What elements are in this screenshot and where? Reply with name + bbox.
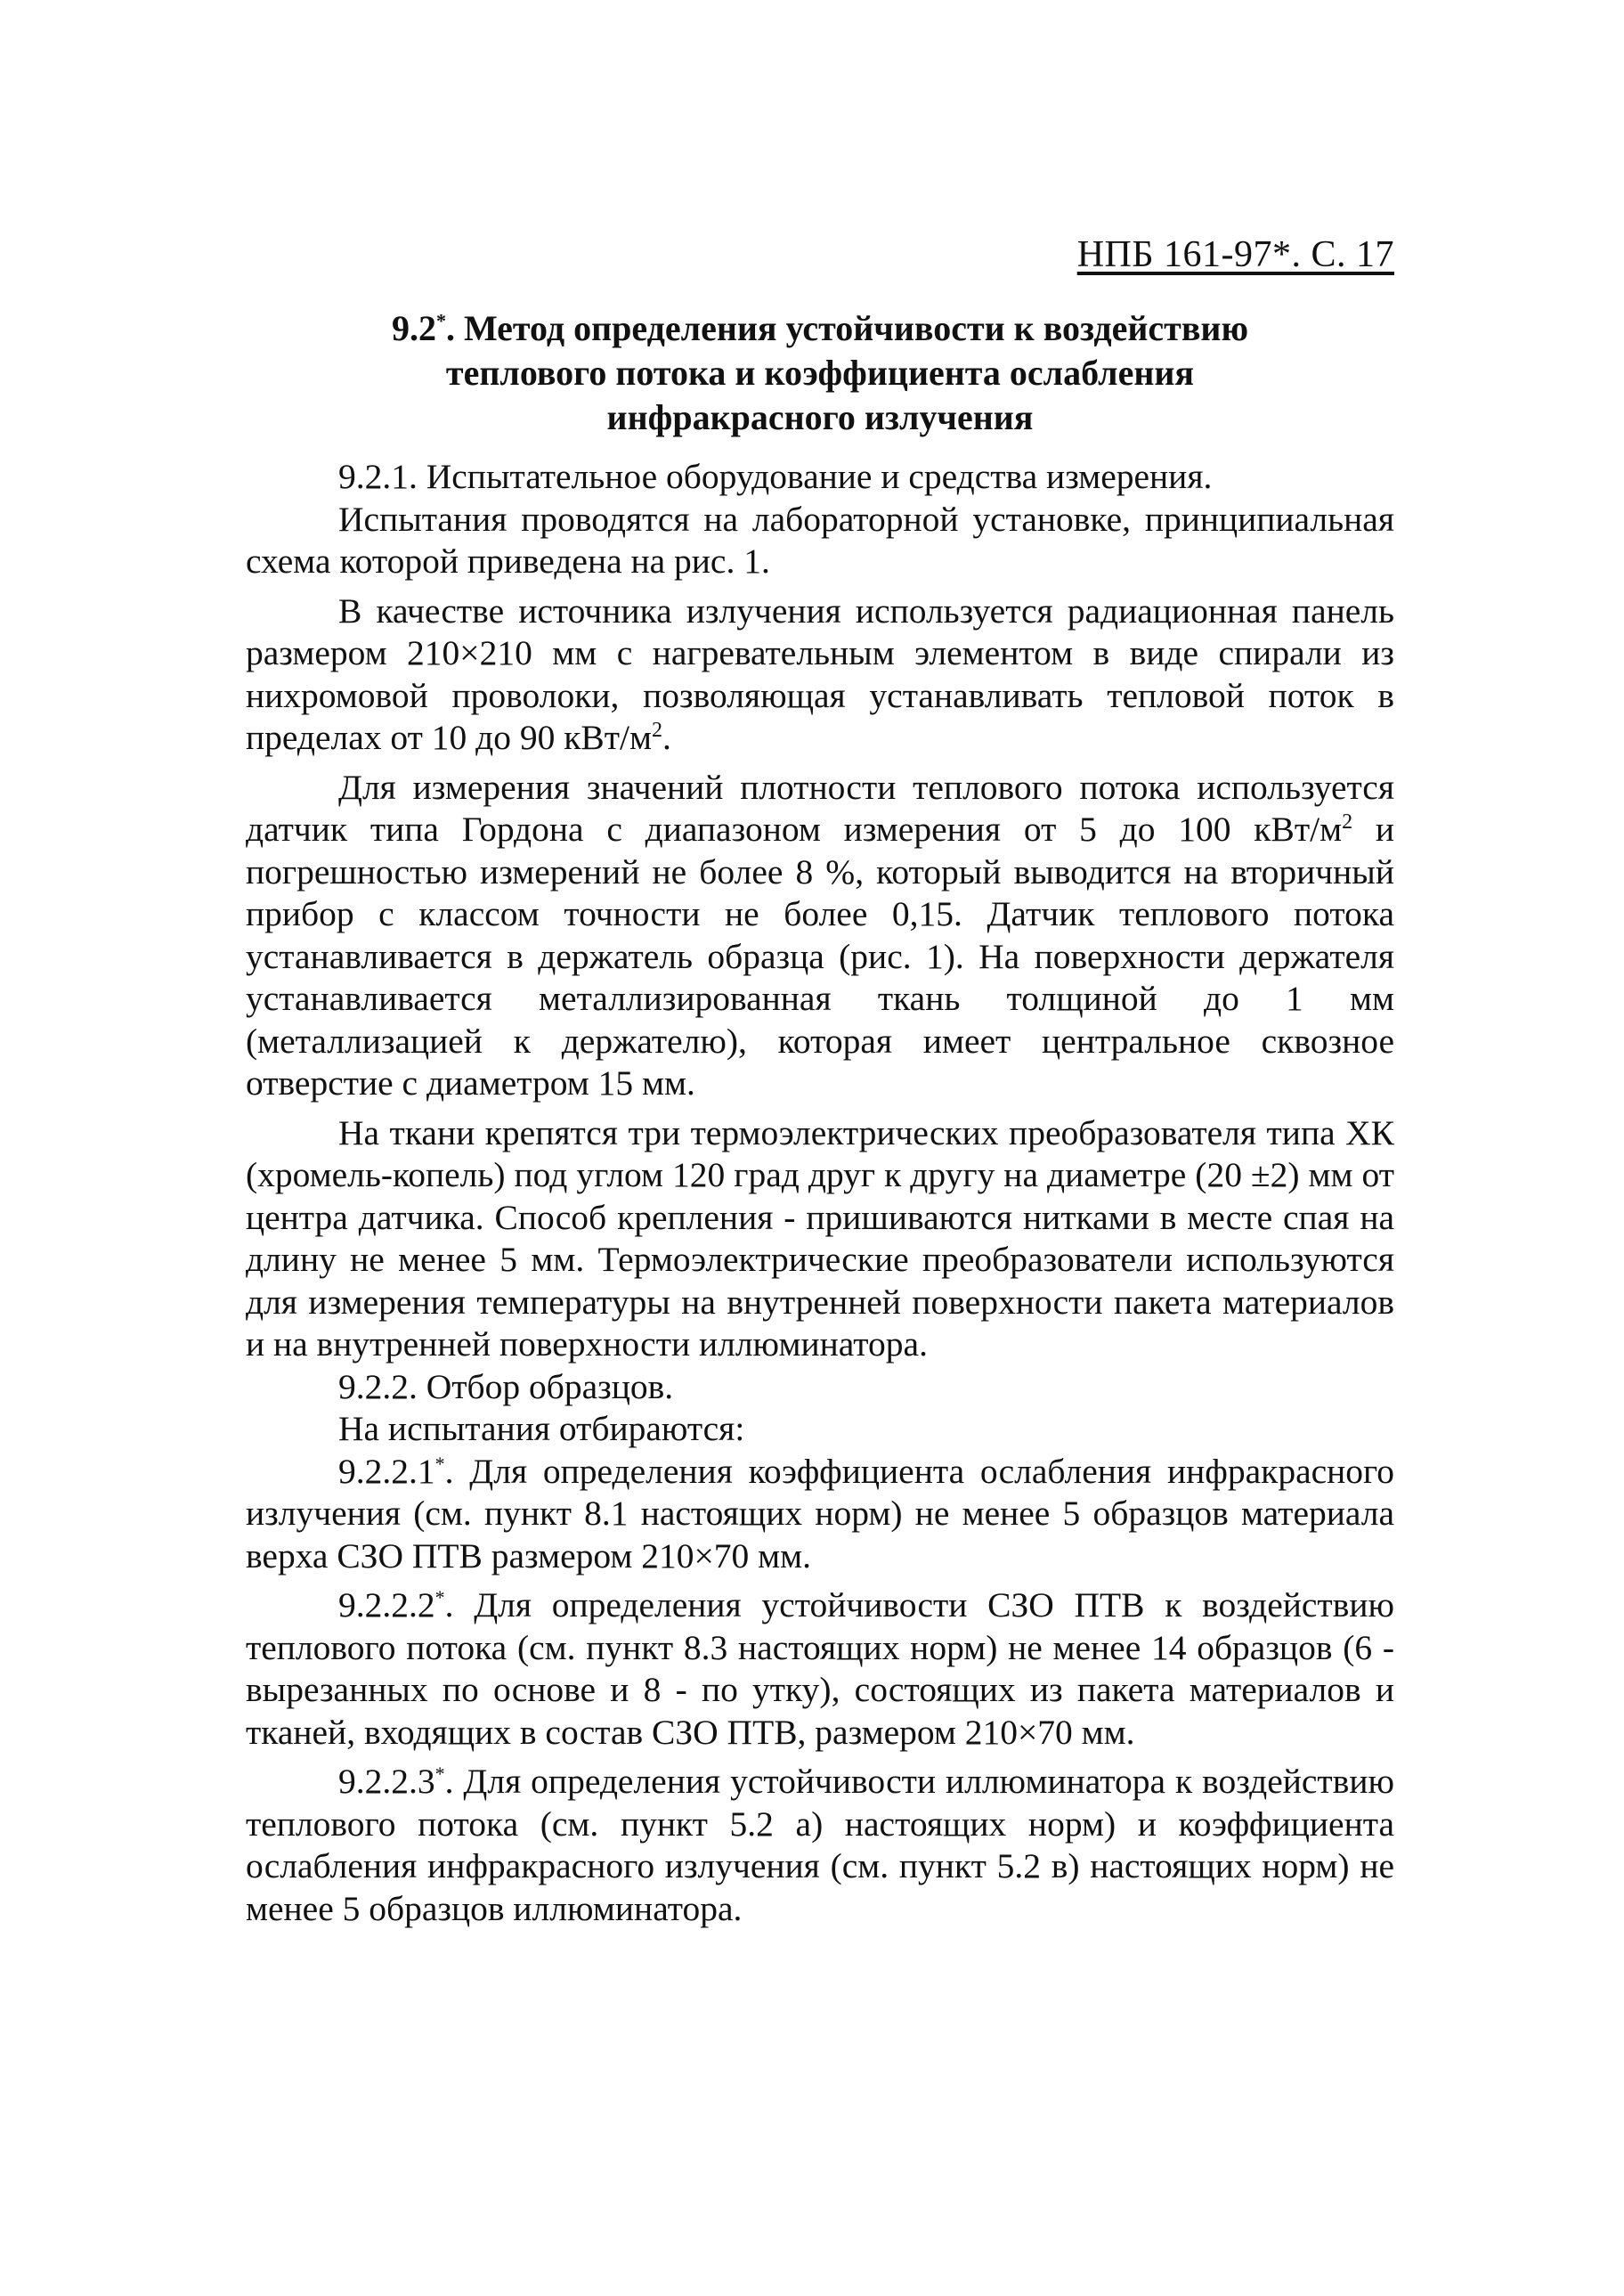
paragraph-heat-flux-sensor-start: Для измерения значений плотности теплового потока используется датчик типа Гордона с диапазоном измерения от 5 до 100 кВт/м [246,767,1394,849]
paragraph-9-2-2-1 [246,1451,1394,1578]
superscript-2: 2 [652,718,663,742]
paragraph-test-setup: Испытания проводятся на лабораторной установке, принципиальная схема которой приведена на рис. 1. [246,499,1394,581]
section-asterisk: * [435,309,446,332]
paragraph-9-2-1: 9.2.1. Испытательное оборудование и средства измерения. [338,457,1213,496]
clause-asterisk: * [434,1585,445,1608]
clause-asterisk: * [434,1762,445,1785]
paragraph-heat-flux-sensor [246,767,1394,1105]
section-title-line-2: теплового потока и коэффициента ослабления [445,353,1195,393]
paragraph-samples-selected: На испытания отбираются: [338,1409,745,1448]
clause-text: . Для определения устойчивости иллюминатора к воздействию теплового потока (см. пункт 5.2 а) настоящих норм) и коэффициента ослабления инфракрасного излучения (см. пункт 5.2 в) настоящих норм) не менее 5 образцов иллюминатора. [246,1762,1394,1928]
clause-number: 9.2.2.1 [338,1451,435,1491]
clause-number: 9.2.2.2 [338,1585,435,1624]
paragraph-9-2-2-2 [246,1584,1394,1754]
paragraph-9-2-2: 9.2.2. Отбор образцов. [338,1366,674,1406]
clause-asterisk: * [434,1452,445,1475]
paragraph-thermocouples: На ткани крепятся три термоэлектрических преобразователя типа ХК (хромель-копель) под углом 120 град друг к другу на диаметре (20 ±2) мм от центра датчика. Способ крепления - пришиваются нитками в месте спая на длину не менее 5 мм. Термоэлектрические преобразователи используются для измерения температуры на внутренней поверхности пакета материалов и на внутренней поверхности иллюминатора. [246,1112,1394,1364]
section-title-text-1: . Метод определения устойчивости к воздействию [445,308,1249,348]
page-header: НПБ 161-97*. С. 17 [1076,234,1394,275]
paragraph-9-2-2-3 [246,1761,1394,1930]
superscript-2: 2 [1342,810,1353,834]
paragraph-radiation-source [246,590,1394,760]
section-title [246,306,1394,440]
section-number: 9.2 [391,308,436,348]
section-title-line-1 [246,306,1394,351]
paragraph-heat-flux-sensor-end: и погрешностью измерений не более 8 %, который выводится на вторичный прибор с классом точности не более 0,15. Датчик теплового потока устанавливается в держатель образца (рис. 1). На поверхности держателя устанавливается металлизированная ткань толщиной до 1 мм (металлизацией к держателю), которая имеет центральное сквозное отверстие с диаметром 15 мм. [246,810,1394,1103]
paragraph-radiation-source-text: В качестве источника излучения используется радиационная панель размером 210×210 мм с нагревательным элементом в виде спирали из нихромовой проволоки, позволяющая устанавливать тепловой поток в пределах от 10 до 90 кВт/м [246,590,1394,757]
clause-text: . Для определения коэффициента ослабления инфракрасного излучения (см. пункт 8.1 настоящих норм) не менее 5 образцов материала верха СЗО ПТВ размером 210×70 мм. [246,1451,1394,1575]
clause-number: 9.2.2.3 [338,1762,435,1801]
paragraph-radiation-source-end: . [662,718,671,757]
document-page [246,233,1394,1930]
clause-text: . Для определения устойчивости СЗО ПТВ к воздействию теплового потока (см. пункт 8.3 настоящих норм) не менее 14 образцов (6 - вырезанных по основе и 8 - по утку), состоящих из пакета материалов и тканей, входящих в состав СЗО ПТВ, размером 210×70 мм. [246,1585,1394,1752]
section-title-line-3: инфракрасного излучения [606,397,1034,437]
